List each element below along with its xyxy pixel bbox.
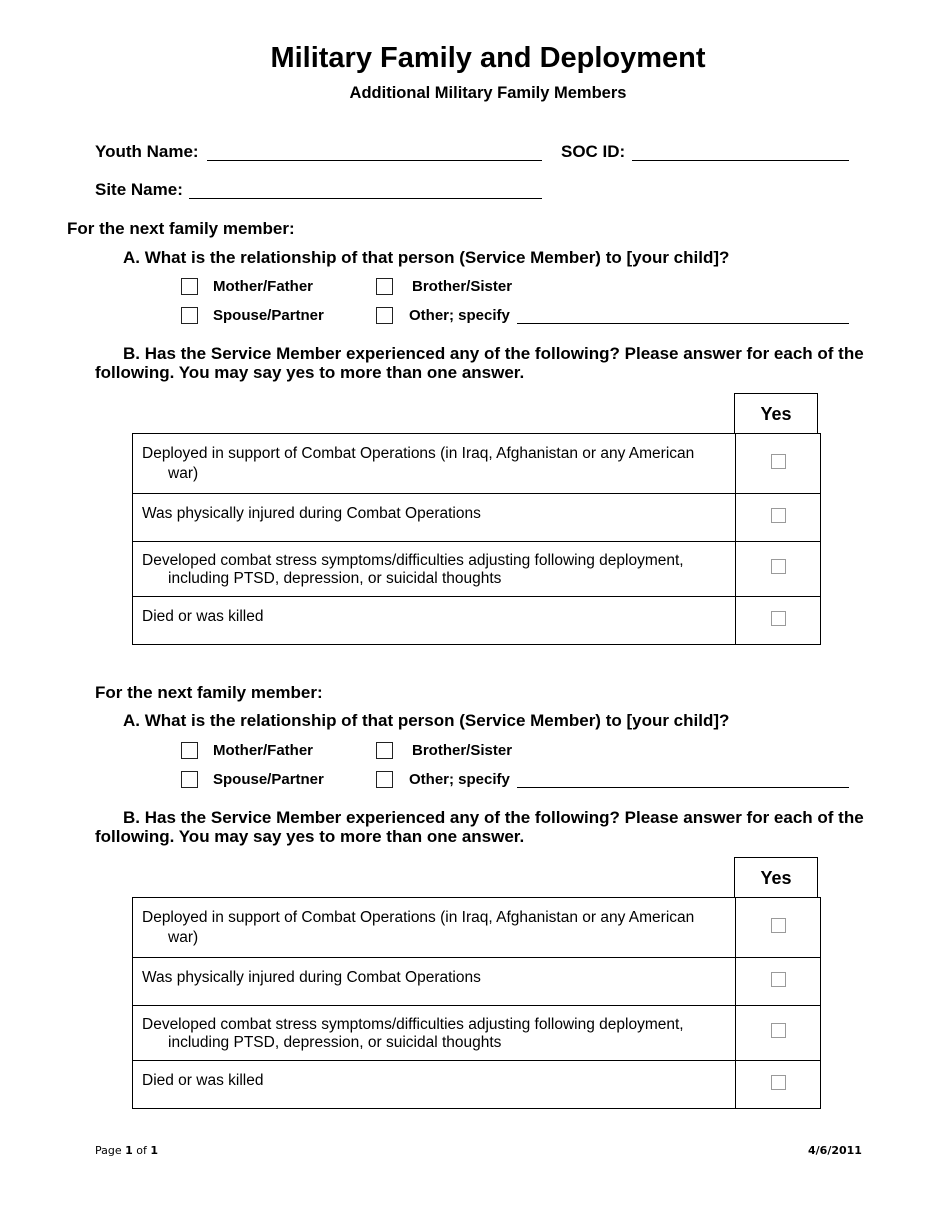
page-number: Page 1 of 1 <box>95 1144 159 1157</box>
section-1-question-a: A. What is the relationship of that person (Service Member) to [your child]? <box>123 248 730 267</box>
question-b-line2: following. You may say yes to more than one answer. <box>95 827 525 846</box>
mother-father-checkbox[interactable] <box>181 278 198 295</box>
yes-cell <box>736 1006 821 1061</box>
experience-table <box>132 433 821 645</box>
row-question: Was physically injured during Combat Operations <box>133 494 736 542</box>
question-b-line2: following. You may say yes to more than one answer. <box>95 363 525 382</box>
youth-name-field[interactable] <box>207 160 542 161</box>
mother-father-checkbox[interactable] <box>181 742 198 759</box>
table-row <box>133 1061 821 1109</box>
table-row <box>133 958 821 1006</box>
other-checkbox[interactable] <box>376 307 393 324</box>
question-b-line1: B. Has the Service Member experienced any of the following? Please answer for each of the <box>123 808 864 827</box>
row-question: Developed combat stress symptoms/difficulties adjusting following deployment, including PTSD, depression, or suicidal thoughts <box>133 542 736 597</box>
other-specify-field[interactable] <box>517 787 849 788</box>
yes-cell <box>736 542 821 597</box>
soc-id-label: SOC ID: <box>561 142 626 161</box>
row-question: Died or was killed <box>133 1061 736 1109</box>
table-row <box>133 542 821 597</box>
yes-cell <box>736 597 821 645</box>
yes-column-header: Yes <box>734 393 818 433</box>
site-name-field[interactable] <box>189 198 542 199</box>
section-2-question-a: A. What is the relationship of that person (Service Member) to [your child]? <box>123 711 730 730</box>
section-1-question-b <box>95 344 885 382</box>
youth-name-label: Youth Name: <box>95 142 199 161</box>
brother-sister-checkbox[interactable] <box>376 742 393 759</box>
page-title: Military Family and Deployment <box>270 42 706 74</box>
yes-cell <box>736 898 821 958</box>
brother-sister-label: Brother/Sister <box>412 742 513 759</box>
spouse-partner-checkbox[interactable] <box>181 307 198 324</box>
yes-checkbox[interactable] <box>771 1023 786 1038</box>
yes-checkbox[interactable] <box>771 559 786 574</box>
yes-checkbox[interactable] <box>771 1075 786 1090</box>
other-specify-field[interactable] <box>517 323 849 324</box>
question-b-line1: B. Has the Service Member experienced any of the following? Please answer for each of the <box>123 344 864 363</box>
spouse-partner-label: Spouse/Partner <box>213 771 324 788</box>
other-specify-label: Other; specify <box>409 307 510 324</box>
footer-date: 4/6/2011 <box>808 1144 862 1157</box>
brother-sister-checkbox[interactable] <box>376 278 393 295</box>
row-question: Deployed in support of Combat Operations (in Iraq, Afghanistan or any American war) <box>133 898 736 958</box>
table-row <box>133 494 821 542</box>
brother-sister-label: Brother/Sister <box>412 278 513 295</box>
section-2-heading: For the next family member: <box>95 683 323 702</box>
yes-cell <box>736 494 821 542</box>
other-checkbox[interactable] <box>376 771 393 788</box>
row-question: Developed combat stress symptoms/difficulties adjusting following deployment, including PTSD, depression, or suicidal thoughts <box>133 1006 736 1061</box>
yes-checkbox[interactable] <box>771 611 786 626</box>
row-question: Died or was killed <box>133 597 736 645</box>
site-name-label: Site Name: <box>95 180 183 199</box>
yes-column-header: Yes <box>734 857 818 897</box>
page-subtitle: Additional Military Family Members <box>349 84 627 102</box>
spouse-partner-label: Spouse/Partner <box>213 307 324 324</box>
mother-father-label: Mother/Father <box>213 742 314 759</box>
section-1-heading: For the next family member: <box>67 219 295 238</box>
table-row <box>133 597 821 645</box>
yes-checkbox[interactable] <box>771 508 786 523</box>
yes-cell <box>736 958 821 1006</box>
yes-checkbox[interactable] <box>771 972 786 987</box>
yes-cell <box>736 1061 821 1109</box>
spouse-partner-checkbox[interactable] <box>181 771 198 788</box>
other-specify-label: Other; specify <box>409 771 510 788</box>
yes-checkbox[interactable] <box>771 918 786 933</box>
yes-cell <box>736 434 821 494</box>
table-row <box>133 434 821 494</box>
table-row <box>133 1006 821 1061</box>
section-2-question-b <box>95 808 885 846</box>
row-question: Deployed in support of Combat Operations (in Iraq, Afghanistan or any American war) <box>133 434 736 494</box>
table-row <box>133 898 821 958</box>
yes-checkbox[interactable] <box>771 454 786 469</box>
experience-table <box>132 897 821 1109</box>
mother-father-label: Mother/Father <box>213 278 314 295</box>
soc-id-field[interactable] <box>632 160 849 161</box>
row-question: Was physically injured during Combat Operations <box>133 958 736 1006</box>
